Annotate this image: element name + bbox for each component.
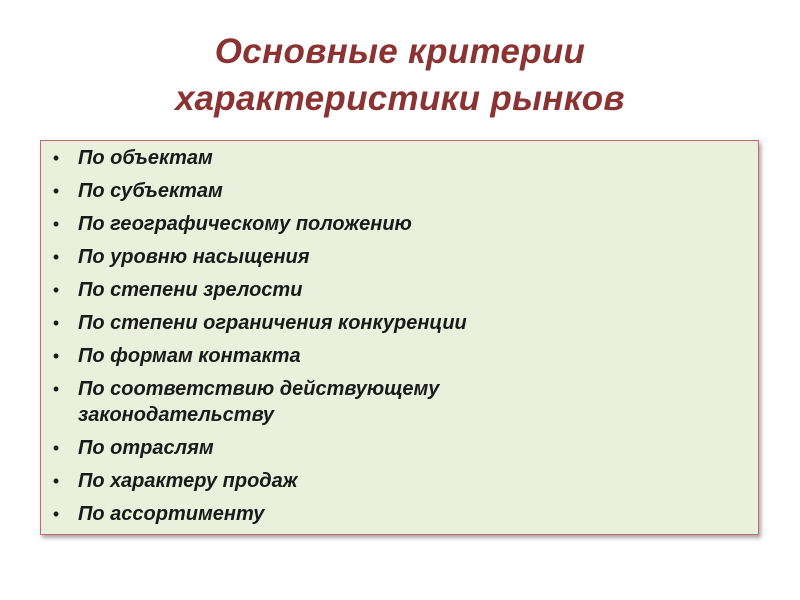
bullet-icon: • [52, 148, 60, 168]
criteria-item-sales [41, 468, 758, 494]
criteria-item-industries [41, 435, 758, 461]
bullet-icon: • [52, 214, 60, 234]
bullet-icon: • [52, 438, 60, 458]
criteria-box [40, 140, 759, 535]
criteria-item-label: По уровню насыщения [78, 246, 310, 268]
criteria-item-label: По объектам [78, 147, 213, 169]
criteria-list [41, 145, 758, 527]
bullet-icon: • [52, 471, 60, 491]
criteria-item-legislation [41, 376, 758, 428]
criteria-item-contact-forms [41, 343, 758, 369]
criteria-item-maturity [41, 277, 758, 303]
criteria-item-label: По степени зрелости [78, 279, 303, 301]
bullet-icon: • [52, 504, 60, 524]
bullet-icon: • [52, 346, 60, 366]
criteria-item-label: По соответствию действующему законодательству [78, 378, 440, 426]
criteria-item-objects [41, 145, 758, 171]
criteria-item-saturation [41, 244, 758, 270]
bullet-icon: • [52, 181, 60, 201]
slide-title-line-2: характеристики рынков [175, 79, 625, 118]
slide-title-line-1: Основные критерии [214, 32, 586, 71]
bullet-icon: • [52, 379, 60, 399]
criteria-item-label: По географическому положению [78, 213, 412, 235]
criteria-item-label: По формам контакта [78, 345, 301, 367]
criteria-item-label: По ассортименту [78, 503, 265, 525]
criteria-item-label: По степени ограничения конкуренции [78, 312, 467, 334]
criteria-item-label: По характеру продаж [78, 470, 298, 492]
criteria-item-assortment [41, 501, 758, 527]
criteria-item-geography [41, 211, 758, 237]
bullet-icon: • [52, 280, 60, 300]
bullet-icon: • [52, 247, 60, 267]
criteria-item-label: По субъектам [78, 180, 223, 202]
slide-title [0, 28, 800, 122]
criteria-item-subjects [41, 178, 758, 204]
bullet-icon: • [52, 313, 60, 333]
criteria-item-label: По отраслям [78, 437, 214, 459]
criteria-item-competition [41, 310, 758, 336]
